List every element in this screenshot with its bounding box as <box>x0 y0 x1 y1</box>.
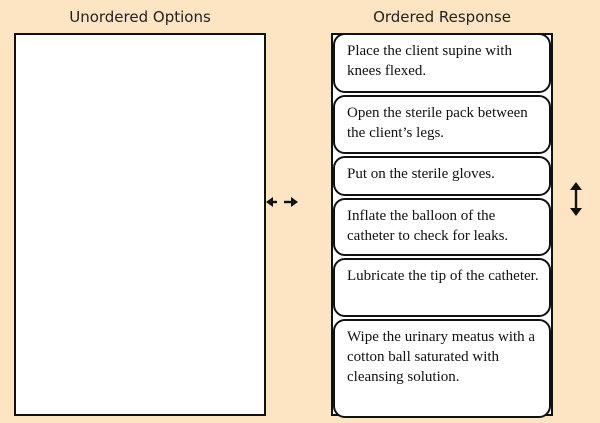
ordered-response-panel[interactable] <box>331 33 553 416</box>
response-item[interactable] <box>333 33 551 93</box>
response-item-text: Wipe the urinary meatus with a cotton ball saturated with cleansing solution. <box>347 329 536 385</box>
response-item[interactable] <box>333 198 551 256</box>
response-item[interactable] <box>333 319 551 418</box>
up-down-arrow-icon[interactable] <box>566 180 586 218</box>
unordered-options-heading: Unordered Options <box>69 8 211 26</box>
response-item-text: Place the client supine with knees flexed. <box>347 43 512 79</box>
response-item[interactable] <box>333 156 551 196</box>
response-item-text: Put on the sterile gloves. <box>347 166 495 182</box>
ordered-response-list <box>333 35 551 414</box>
left-right-arrow-icon[interactable] <box>264 192 300 212</box>
response-item-text: Inflate the balloon of the catheter to check for leaks. <box>347 208 509 244</box>
response-item[interactable] <box>333 258 551 317</box>
response-item-text: Open the sterile pack between the client’s legs. <box>347 105 528 141</box>
response-item-text: Lubricate the tip of the catheter. <box>347 268 539 284</box>
unordered-options-panel[interactable] <box>14 33 266 416</box>
response-item[interactable] <box>333 95 551 154</box>
ordered-response-heading: Ordered Response <box>373 8 511 26</box>
